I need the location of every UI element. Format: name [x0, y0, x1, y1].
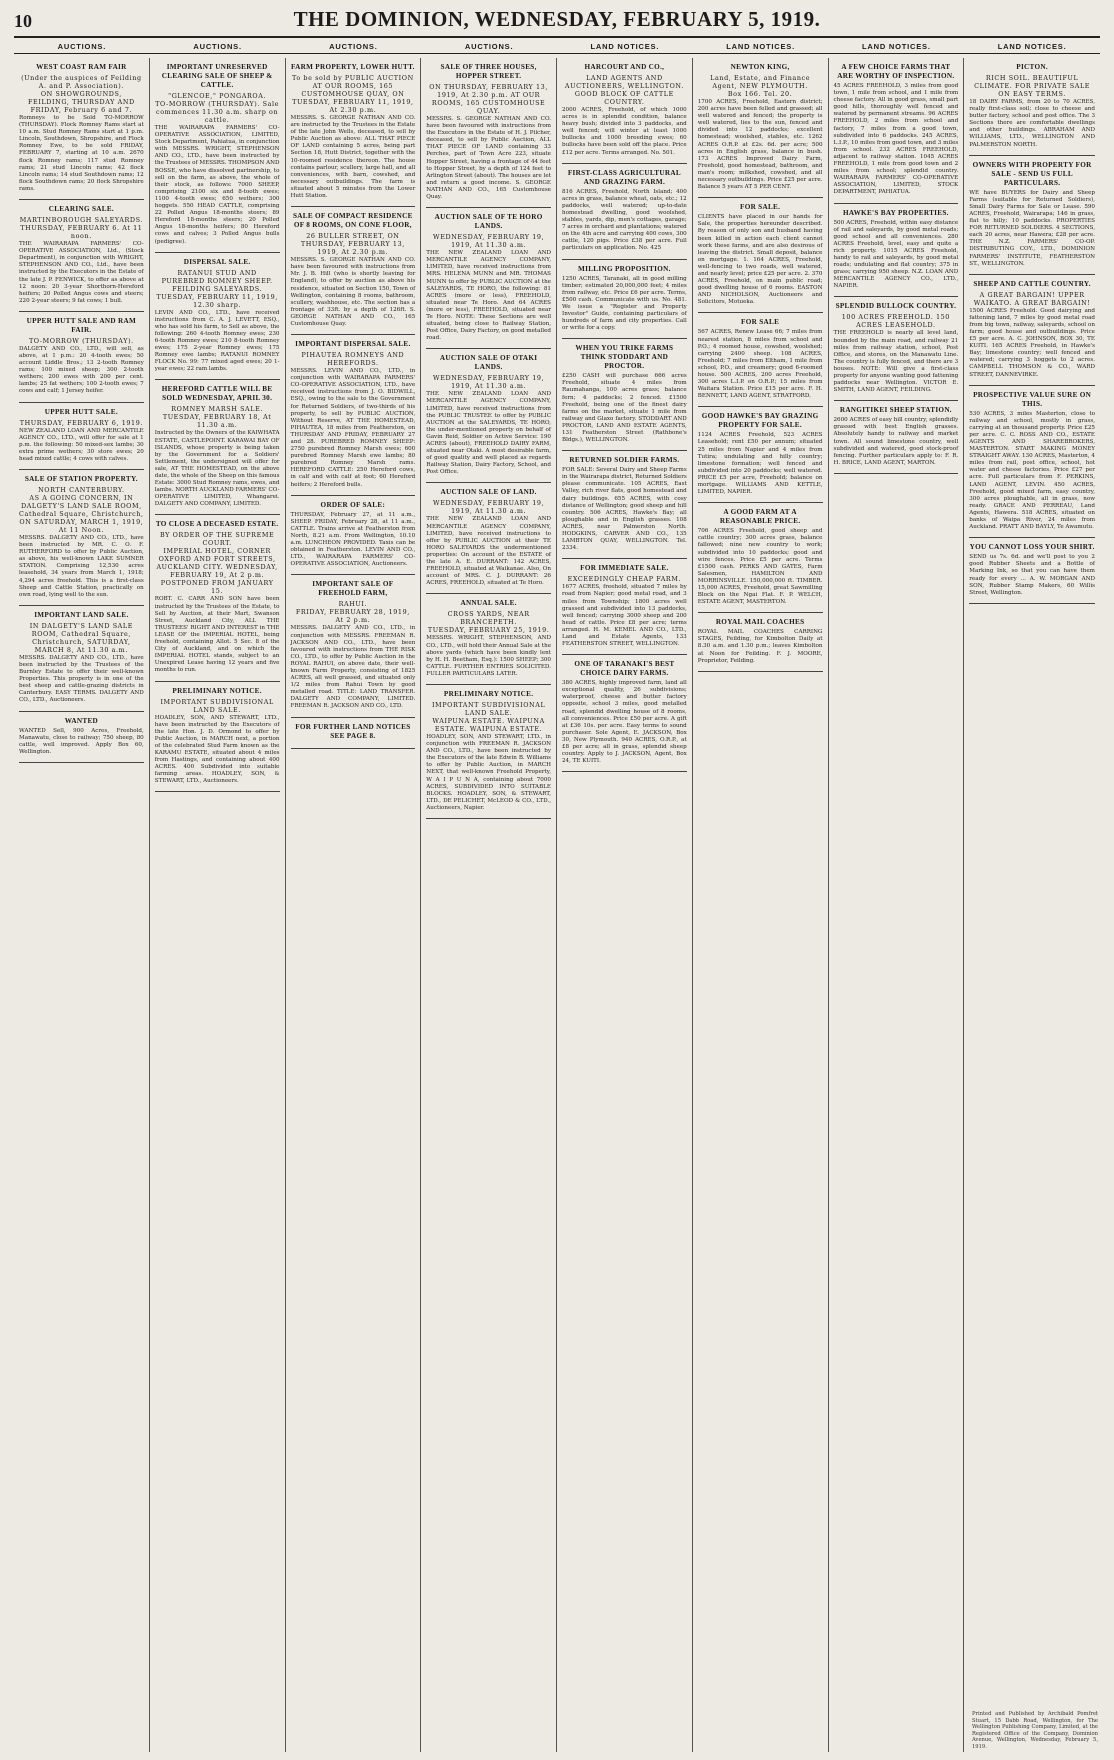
- ad-heading: YOU CANNOT LOSS YOUR SHIRT.: [969, 543, 1095, 552]
- ad-body: £250 CASH will purchase 666 acres Freehold, situate 4 miles from Raumahanga, 100 acres grass; balance fern; 4 paddocks; 2 fenced. £1500 Freehold, being one of the finest dairy farms on the market, situate 1 mile from railway and Glaxo factory. STODDART AND PROCTOR, LAND AND ESTATE AGENTS, 131 Featherston Street (Rathbone's Bldgs.), WELLINGTON.: [562, 373, 687, 444]
- ad-subheading: WEDNESDAY, FEBRUARY 19, 1919, At 11.30 a.m.: [433, 374, 545, 391]
- advertisement: [19, 470, 144, 606]
- ad-subheading: IN DALGETY'S LAND SALE ROOM, Cathedral Square, Christchurch, SATURDAY, MARCH 8, At 11.30 a.m.: [29, 621, 133, 654]
- ad-caption: LAND AGENTS AND AUCTIONEERS, WELLINGTON.: [564, 74, 684, 90]
- advertisement: [562, 451, 687, 559]
- ad-caption: RATANUI STUD AND PUREBRED ROMNEY SHEEP.: [161, 268, 273, 285]
- advertisement: [19, 403, 144, 470]
- ad-body: NEW ZEALAND LOAN AND MERCANTILE AGENCY CO., LTD., will offer for sale at 1 p.m. the following: 50 mixed-sex lambs; 30 extra prime wethers; 30 store ewes; 20 head mixed cattle; 4 cows with calves.: [19, 427, 144, 462]
- column-2: [150, 58, 286, 1752]
- ad-subheading: FEILDING SALEYARDS. TUESDAY, FEBRUARY 11, 1919, 12.30 sharp.: [156, 284, 278, 309]
- ad-heading: IMPORTANT DISPERSAL SALE.: [295, 340, 411, 349]
- ad-body: ROYAL MAIL COACHES CARRING STAGES, Feilding, for Kimbolton Daily at 8.30 a.m. and 1.30 p.m.; leaves Kimbolton at Noon for Feilding. F. J. MOORE, Proprietor, Feilding.: [697, 629, 823, 664]
- ad-caption: ROMNEY MARSH SALE.: [171, 405, 264, 414]
- advertisement: [19, 200, 144, 312]
- advertisement: [969, 386, 1095, 539]
- ad-heading: IMPORTANT LAND SALE.: [34, 610, 129, 619]
- ad-body: HOADLEY, SON, AND STEWART, LTD., have been instructed by the Executors of the late Hon. J. D. Ormond to offer by Public Auction, in MARCH next, a portion of the celebrated Stud Farm known as the KARAMU ESTATE, situated about 4 miles from Hastings, and containing about 400 ACRES. 400 Subdivided into suitable farming areas. HOADLEY, SON, & STEWART, LTD., Auctioneers.: [154, 714, 280, 785]
- ad-subheading: ON THURSDAY, FEBRUARY 13, 1919, At 2.30 p.m. AT OUR ROOMS, 165 CUSTOMHOUSE QUAY.: [429, 83, 548, 115]
- ad-heading: AUCTION SALE OF LAND.: [440, 488, 537, 497]
- column-7: [829, 58, 965, 1752]
- newspaper-title: THE DOMINION, WEDNESDAY, FEBRUARY 5, 1919.: [293, 7, 821, 31]
- advertisement: [698, 313, 823, 407]
- ad-body: 18 DAIRY FARMS, from 20 to 70 ACRES, really first-class soil; close to cheese and butter factory, school and post office. The 3 Sections there are comfortable dwellings and other buildings. ABRAHAM AND WILLIAMS, LTD., WELLINGTON AND PALMERSTON NORTH.: [969, 99, 1095, 148]
- column-3: [286, 58, 422, 1752]
- ad-body: 706 ACRES Freehold, good sheep and cattle country; 300 acres grass, balance fallowed; nine new country to work; subdivided into 10 paddocks; good and wire fences. Price £5 per acre. Terms £1500 cash. PERKS AND GATES, Farm Salesmen, HAMILTON AND MORRINSVILLE. 150,000,000 ft. TIMBER. 15,000 ACRES, Freehold, great Sawmilling Block on the Ngai Flat. F. P. WELCH, ESTATE AGENT, MASTERTON.: [697, 528, 823, 606]
- ad-caption: 26 BULLER STREET, ON THURSDAY, FEBRUARY 13, 1919, At 2.30 p.m.: [300, 232, 405, 257]
- ad-heading: FOR FURTHER LAND NOTICES SEE PAGE 8.: [295, 722, 411, 740]
- column-heading: LAND NOTICES.: [726, 42, 795, 51]
- ad-caption: NORTH CANTERBURY.: [38, 486, 125, 494]
- advertisement: [426, 349, 551, 483]
- ad-body: 1677 ACRES, freehold, situated 7 miles by road from Napier; good metal road, and 3 miles from Township; 1800 acres well grassed and subdivided into 13 paddocks, well fenced; carrying 3000 sheep and 200 head of cattle. Price £8 per acre; terms arranged. H. M. KEMEL AND CO., LTD., Land and Estate Agents, 133 FEATHERSTON STREET, WELLINGTON.: [562, 584, 687, 648]
- publisher-imprint: Printed and Published by Archibald Pomfret Stuart, 15 Dabb Road, Wellington, for The Wellington Publishing Company, Limited, at the Registered Office of the Company, Dominion Avenue, Wellington, Wednesday, February 5, 1919.: [972, 1711, 1098, 1750]
- ad-body: MESSRS. S. GEORGE NATHAN AND CO. have been favoured with instructions from Mr. J. B. Hill (who is shortly leaving for England), to offer by auction as above his residence, situated on Section 150, Town of Wellington, containing 8 rooms, bathroom, scullery, washhouse, etc. The section has a frontage of 33ft. by a depth of 126ft. S. GEORGE NATHAN AND CO., 165 Customhouse Quay.: [290, 257, 416, 327]
- ad-heading: TO CLOSE A DECEASED ESTATE.: [155, 520, 279, 529]
- ad-body: 500 ACRES, Freehold, within easy distance of rail and saleyards, by good metal roads; good school and all conveniences. 280 ACRES Freehold, level, easy and quite a rich property. 1015 ACRES Freehold, handy to rail and saleyards, by good metal roads; undulating and flat country; 375 in grass; carrying 950 sheep. N.Z. LOAN AND MERCANTILE AGENCY CO., LTD., NAPIER.: [833, 219, 959, 290]
- ad-heading: IMPORTANT SALE OF FREEHOLD FARM,: [312, 580, 394, 598]
- ad-body: THE NEW ZEALAND LOAN AND MERCANTILE AGENCY COMPANY, LIMITED, have received instructions from MRS. HELENA MUNN and MR. THOMAS MUNN to offer by PUBLIC AUCTION at the SALEYARDS, TE HORO, the following: 81 ACRES (more or less), FREEHOLD, situated near Te Horo. And 64 ACRES (more or less), FREEHOLD, situated near Te Horo. NOTE: These Sections are well situated, being close to Railway Station, Post Office, Dairy Factory, on good metalled road.: [426, 250, 551, 342]
- ad-caption: A GREAT BARGAIN! UPPER WAIKATO. A GREAT BARGAIN!: [973, 290, 1091, 307]
- ad-subheading: To be sold by PUBLIC AUCTION AT OUR ROOMS, 165 CUSTOMHOUSE QUAY, ON TUESDAY, FEBRUARY 11, 1919, At 2.30 p.m.: [291, 74, 414, 114]
- advertisement: [698, 58, 823, 198]
- ad-heading: ORDER OF SALE:: [320, 500, 386, 509]
- ad-heading: SHEEP AND CATTLE COUNTRY.: [973, 279, 1091, 288]
- ad-body: LEVIN AND CO., LTD., have received instructions from C. A. J. LEVETT, ESQ., who has sold his farm, to Sell as above, the following: 260 4-tooth Romney ewes; 230 6-tooth Romney ewes; 210 8-tooth Romney ewes; 175 2-year Romney ewes; 175 Romney ewe lambs; RATANUI ROMNEY FLOCK No. 99: 77 mixed aged ewes; 20 1-year ewes; 22 ram lambs.: [154, 309, 280, 373]
- column-8: [964, 58, 1100, 1752]
- column-heading: AUCTIONS.: [193, 42, 242, 51]
- ad-heading: ANNUAL SALE.: [460, 599, 517, 608]
- advertisement: [426, 208, 551, 349]
- advertisement: [19, 312, 144, 403]
- ad-body: MESSRS. DALGETY AND CO., LTD., have been instructed by the Trustees of the Burnley Estate to offer their well-known Properties. This property is in one of the best sheep and cattle-grazing districts in Canterbury. EASY TERMS. DALGETY AND CO., LTD., Auctioneers.: [19, 654, 144, 704]
- ad-heading: ROYAL MAIL COACHES: [715, 618, 805, 627]
- ad-caption: "GLENCOE," PONGAROA.: [168, 92, 267, 100]
- advertisement: [698, 503, 823, 613]
- page-number: 10: [14, 11, 32, 31]
- ad-subheading: THURSDAY, FEBRUARY 6. At 11 noon.: [20, 224, 143, 241]
- ad-heading: DISPERSAL SALE.: [183, 257, 251, 266]
- ad-body: 1124 ACRES Freehold, 523 ACRES Leasehold; rent £50 per annum; situated 25 miles from Napier and 4 miles from Tutira; undulating and hilly country; limestone formation; well fenced and subdivided into 20 paddocks; well watered. PRICE £5 per acre, Freehold; balance on mortgage. WILLIAMS AND KETTLE, LIMITED, NAPIER.: [697, 432, 823, 496]
- ad-heading: FOR SALE: [741, 318, 780, 327]
- advertisement: [834, 297, 959, 401]
- advertisement: [155, 253, 280, 381]
- ad-heading: RETURNED SOLDIER FARMS.: [569, 456, 680, 465]
- advertisement: [19, 606, 144, 712]
- ad-subheading: WEDNESDAY, FEBRUARY 19, 1919, At 11.30 a.m.: [433, 499, 545, 516]
- ad-body: WE have BUYERS for Dairy and Sheep Farms (suitable for Returned Soldiers), Small Dairy Farms for Sale or Lease. 590 ACRES, Freehold, Wairarapa; 146 in grass, flat to hilly; 10 paddocks. PROPERTIES FOR RETURNED SOLDIERS. 4 SECTIONS, each 20 acres, near Hawera; £28 per acre. THE N.Z. FARMERS' CO-OP. DISTRIBUTING COY., LTD., DOMINION FARMERS' INSTITUTE, FEATHERSTON ST., WELLINGTON.: [969, 189, 1095, 267]
- ad-caption: RICH SOIL. BEAUTIFUL CLIMATE. FOR PRIVATE SALE ON EASY TERMS.: [974, 74, 1091, 98]
- ad-heading: SALE OF THREE HOUSES, HOPPER STREET.: [440, 63, 537, 80]
- advertisement: [426, 483, 551, 594]
- ad-body: CLIENTS have placed in our hands for Sale, the properties hereunder described. By reason of only son and husband having been killed in action each client cannot work these farms, and are also desirous of leaving the district. Small deposit, balance on mortgage. 1. 164 ACRES, Freehold, well-fencing to two roads, well watered, and nearly level; price £25 per acre. 2. 370 ACRES, Freehold, on main public road; good dwelling house of 6 rooms. EASTON AND NICHOLSON, Auctioneers and Solicitors, Motueka.: [697, 214, 823, 306]
- column-heading: LAND NOTICES.: [862, 42, 931, 51]
- ad-body: 45 ACRES FREEHOLD, 3 miles from good town, 1 mile from school, and 1 mile from cheese factory. All in good grass, small part good hills, thoroughly well fenced and watered by permanent streams. 96 ACRES FREEHOLD, 2 miles from school and factory, 7 miles from a good town, subdivided into 6 paddocks. 245 ACRES, L.I.P., 10 miles from good town, and 3 miles from school. 232 ACRES FREEHOLD, adjacent to railway station. 1045 ACRES FREEHOLD, 1 mile from good town and 2 miles from school; splendid country. WAIRARAPA FARMERS' CO-OPERATIVE ASSOCIATION, LIMITED, STOCK DEPARTMENT, PAHIATUA.: [833, 83, 959, 196]
- ad-heading: CLEARING SALE.: [48, 205, 115, 214]
- ad-heading: PROSPECTIVE VALUE SURE ON THIS.: [973, 390, 1092, 408]
- advertisement: [291, 718, 416, 749]
- ad-caption: IMPORTANT SUBDIVISIONAL LAND SALE.: [160, 697, 274, 714]
- ad-subheading: THURSDAY, FEBRUARY 6, 1919.: [19, 418, 143, 427]
- ad-heading: OWNERS WITH PROPERTY FOR SALE - SEND US FULL PARTICULARS.: [972, 160, 1092, 187]
- advertisement: [426, 58, 551, 208]
- advertisement: [426, 594, 551, 685]
- ad-body: SEND us 7s. 6d. and we'll post to you 2 good Rubber Sheets and a Bottle of Marking Ink, so that you can have them ready for every ... A. W. MORGAN AND SON, Rubber Stamp Makers, 60 Willis Street, Wellington.: [969, 554, 1095, 596]
- ad-body: 2000 ACRES, Freehold, of which 1000 acres is in splendid condition, balance heavy bush; divided into 3 paddocks, and well fenced; will winter at least 1000 bullocks and 1000 breeding ewes; 60 bullocks have been sold off the place. Price £12 per acre. Terms arranged. No. 501.: [562, 107, 687, 156]
- advertisement: [19, 58, 144, 200]
- advertisement: [155, 58, 280, 253]
- ad-heading: FARM PROPERTY, LOWER HUTT.: [290, 63, 415, 71]
- ad-heading: HARCOURT AND CO.,: [584, 63, 665, 71]
- advertisement: [562, 260, 687, 340]
- ad-heading: PRELIMINARY NOTICE.: [443, 689, 534, 698]
- ad-body: DALGETY AND CO., LTD., will sell, as above, at 1 p.m.: 20 4-tooth ewes; 50 account Liddle Bros.; 13 2-tooth Romney rams; 100 mixed sheep; 300 2-tooth wethers; 200 ewes with 200 per cent. lambs; 25 fat wethers; 100 2-tooth ewes; 7 cows and calf; 1 Jersey heifer.: [19, 345, 144, 395]
- ad-body: THE WAIRARAPA FARMERS' CO-OPERATIVE ASSOCIATION, LIMITED, Stock Department, Pahiatua, in conjunction with MESSRS. WRIGHT, STEPHENSON AND CO., LTD., have been instructed by the Trustees of MESSRS. THOMPSON AND BOSSE, who have dissolved partnership, to sell on the farm, as above, the whole of their stock, as follows: 7000 SHEEP, comprising 2100 six and 8-tooth ewes; 1100 4-tooth ewes; 650 wethers; 300 hoggets. 550 HEAD CATTLE, comprising 22 Polled Angus 18-months steers; 89 Hereford 18-months steers; 20 Polled Angus 18-months heifers; 80 Hereford cows and calves; 3 Polled Angus bulls (pedigree).: [154, 125, 280, 245]
- ad-heading: UPPER HUTT SALE.: [44, 407, 118, 416]
- advertisement: [291, 58, 416, 207]
- advertisement: [698, 613, 823, 671]
- advertisement: [562, 655, 687, 772]
- ad-caption: (Under the auspices of Feilding A. and P. Association).: [21, 74, 142, 90]
- advertisement: [562, 164, 687, 260]
- ad-subheading: WEDNESDAY, FEBRUARY 19, 1919, At 11.30 a.m.: [433, 233, 545, 250]
- ad-heading: A FEW CHOICE FARMS THAT ARE WORTHY OF INSPECTION.: [837, 63, 955, 80]
- ad-heading: WHEN YOU TRIKE FARMS THINK STODDART AND PROCTOR.: [575, 344, 674, 371]
- ad-subheading: TUESDAY, FEBRUARY 25, 1919.: [427, 626, 550, 635]
- ad-body: 567 ACRES, Renew Lease 66; 7 miles from nearest station, 8 miles from school and P.O.; 4 roomed house, cowshed, woolshed; carrying 2400 sheep. 108 ACRES, Freehold; 7 miles from Eltham, 1 mile from school, P.O., and creamery; good 6-roomed house. 500 ACRES, 200 acres Freehold, 300 acres L.I.P. on O.R.P.; 15 miles from Waitara Station. Price £15 per acre. F. H. BENNETT, LAND AGENT, STRATFORD.: [697, 329, 823, 400]
- ad-body: Romneys to be Sold TO-MORROW (THURSDAY). Flock Romney Rams start at 10 a.m. Stud Romney Rams start at 1 p.m. Lincoln, Southdown, Shropshire, and Flock Romney Ewe, to be sold FRIDAY, FEBRUARY 7, starting at 10 a.m. 2670 flock Romney rams; 117 stud Romney rams; 21 stud Lincoln rams; 42 flock Lincoln rams; 14 stud Southdown rams; 12 flock Southdown rams; 20 flock Shropshire rams.: [19, 115, 144, 192]
- ad-body: MESSRS. WRIGHT, STEPHENSON, AND CO., LTD., will hold their Annual Sale at the above yards (which have been kindly lent by H. H. Beetham, Esq.): 1500 SHEEP; 300 CATTLE. FURTHER ENTRIES SOLICITED. FULLER PARTICULARS LATER.: [426, 635, 551, 677]
- ad-body: Instructed by the Owners of the KAIWHATA ESTATE, CASTLEPOINT. KARAWAI BAY OF ISLANDS, whose property is being taken by the Government for a Soldiers' Settlement, the undersigned will offer for sale, AT THE HOMESTEAD, on the above date, the whole of the Sheep on this famous Estate: 3000 Stud Romney rams, ewes, and lambs. NORTH AUCKLAND FARMERS' CO-OPERATIVE LIMITED, Whangarei. DALGETY AND COMPANY, LIMITED.: [154, 430, 280, 508]
- ad-body: MESSRS. DALGETY AND CO., LTD., have been instructed by MR. C. O. F. RUTHERFORD to offer by Public Auction, as above, his well-known LAKE SUMNER STATION. Comprising 12,530 acres leasehold, 34 years from March 1, 1918; 4,294 acres freehold. This is a first-class Sheep and Cattle Station, practically on own road, lying well to the sun.: [19, 535, 144, 598]
- ad-subheading: WAIPUNA ESTATE. WAIPUNA ESTATE. WAIPUNA ESTATE.: [432, 716, 545, 733]
- ad-heading: SALE OF COMPACT RESIDENCE OF 8 ROOMS, ON CONE FLOOR,: [292, 212, 413, 230]
- column-headings: [14, 40, 1100, 54]
- ad-body: MESSRS. LEVIN AND CO., LTD., in conjunction with WAIRARAPA FARMERS' CO-OPERATIVE ASSOCIATION, LTD., have received instructions from J. O. BIDWILL, ESQ., owing to the sale to the Government for Returned Soldiers, of two-thirds of his property, to sell by PUBLIC AUCTION, Without Reserve, AT THE HOMESTEAD, PIHAUTEA, 18 miles from Featherston, on THURSDAY AND FRIDAY, FEBRUARY 27 and 28. PUREBRED ROMNEY SHEEP: 2750 purebred Romney Marsh ewes; 600 purebred Romney Marsh ewe lambs; 80 purebred Romney Marsh rams. HEREFORD CATTLE: 250 Hereford cows, in calf and with calf at foot; 60 Hereford heifers; 2 Hereford bulls.: [290, 368, 416, 488]
- ad-heading: RANGITIKEI SHEEP STATION.: [839, 406, 952, 415]
- column-heading: AUCTIONS.: [464, 42, 514, 51]
- advertisement: [155, 682, 280, 793]
- advertisement: [562, 58, 687, 164]
- advertisement: [291, 335, 416, 496]
- advertisement: [291, 575, 416, 717]
- ad-caption: TO-MORROW (THURSDAY).: [28, 336, 134, 345]
- ad-body: 2600 ACRES of easy hill country, splendidly grassed with best English grasses. Absolutely handy to railway and market town. All sound limestone country, well subdivided and watered, good stock-proof fencing. Further particulars apply to: F. R. H. BRICE, LAND AGENT, MARTON.: [833, 417, 959, 466]
- advertisement: [834, 401, 959, 474]
- advertisement: [155, 515, 280, 681]
- ad-body: THE WAIRARAPA FARMERS' CO-OPERATIVE ASSOCIATION, Ltd., (Stock Department), in conjunction with WRIGHT, STEPHENSON AND CO., Ltd., have been instructed by the Executors in the Estate of the late J. P. FENWICK, to offer as above at 12 noon: 20 3-year Shorthorn-Hereford heifers; 20 Polled Angus cows and steers; 220 2-year steers; 9 fat cows; 1 bull.: [19, 241, 144, 304]
- ad-body: 380 ACRES, highly improved farm, land all exceptional quality, 26 subdivisions; waterproof, cheese and butter factory opposite, school 3 miles, good metalled road, splendid dwelling house of 8 rooms, all conveniences. Price £50 per acre. A gift at £36 10s. per acre. Easy terms to sound purchaser. Sole Agent, E. JACKSON, Box 30, New Plymouth. 940 ACRES, O.R.P., at £8 per acre; all in grass, splendid sheep country. Apply to J. JACKSON, Agent, Box 24, TE KUITI.: [562, 680, 687, 765]
- ad-body: 1700 ACRES, Freehold, Eastern district; 200 acres have been felled and grassed; all well watered and fenced; the property is well watered, lies to the sun, fenced and divided into 12 paddocks; excellent homestead; woolshed, stables, etc. 1262 ACRES O.R.P. at £2s. 6d. per acre; 500 acres in English grass, balance in bush. 173 ACRES Improved Dairy Farm, Freehold, good homestead, bathroom, and man's room; milkshed, cowshed, and all necessary outbuildings. Price £25 per acre. Balance 5 years AT 5 PER CENT.: [697, 99, 823, 191]
- column-4: [421, 58, 557, 1752]
- advertisement: [698, 407, 823, 503]
- ad-heading: SPLENDID BULLOCK COUNTRY.: [835, 302, 957, 311]
- advertisement: [426, 685, 551, 819]
- advertisement: [155, 380, 280, 515]
- ad-subheading: TO-MORROW (THURSDAY). Sale commences 11.30 a.m. sharp on cattle.: [155, 100, 280, 124]
- advertisement: [834, 204, 959, 298]
- ad-body: 1500 ACRES Freehold. Good dairying and fattening land, 7 miles by good metal road from big town, railway, saleyards, school on farm; good house and outbuildings. Price £5 per acre. A. C. JOHNSON, BOX 30, TE KUITI. 165 ACRES Freehold, in Hawke's Bay; limestone country; well fenced and watered; carrying 3 hoggets to 2 acres. CAMPBELL THOMSON & CO., WARD STREET, DANNEVIRKE.: [969, 307, 1095, 378]
- ad-body: 530 ACRES, 3 miles Masterton, close to railway and school, mostly in grass, carrying at an thousand property. Price £25 per acre. C. C. ROSS AND CO., ESTATE AGENTS AND SHAREBROKERS, MASTERTON. START MAKING MONEY STRAIGHT AWAY. 130 ACRES, Masterton, 4 miles from rail, post office, school, hot water and chesse factories. Price £27 per acre. Full particulars from F. PERKINS, LAND AGENT, LEVIN. 450 ACRES, Freehold, good mixed farm, easy country, 300 acres ploughable, all in grass, now ready. GRACE AND PERREAU, Land Agents, Hawera. 518 ACRES, situated on banks of Waipa River, 24 miles from Auckland. PRATT AND BAYLY, Te Awamutu.: [969, 410, 1095, 531]
- ad-heading: WEST COAST RAM FAIR: [36, 63, 127, 71]
- ad-heading: ONE OF TARANAKI'S BEST CHOICE DAIRY FARMS.: [574, 660, 675, 678]
- advertisement: [19, 712, 144, 763]
- ad-heading: HEREFORD CATTLE WILL BE SOLD WEDNESDAY, APRIL 30.: [161, 385, 273, 403]
- ad-body: FOR SALE: Several Dairy and Sheep Farms in the Wairarapa district, Returned Soldiers please communicate. 105 ACRES, East Valley, rich river flats, good homestead and dairy buildings. 655 ACRES, with cosy distance of Wellington; good sheep and hill country. 506 ACRES, Hawke's Bay; all ploughable and in English grasses. 108 ACRES, near Palmerston North. HODGKINS, CARVER AND CO., 135 LAMBTON QUAY, WELLINGTON. Tel. 2334.: [562, 467, 687, 552]
- masthead: [14, 4, 1100, 38]
- ad-heading: UPPER HUTT SALE AND RAM FAIR.: [26, 316, 137, 334]
- column-6: [693, 58, 829, 1752]
- ad-subheading: TUESDAY, FEBRUARY 18, At 11.30 a.m.: [162, 413, 272, 430]
- ad-heading: NEWTON KING,: [730, 63, 790, 71]
- ad-subheading: IMPERIAL HOTEL, CORNER OXFORD AND FORT STREETS, AUCKLAND CITY. WEDNESDAY, FEBRUARY 19, At 2 p.m. POSTPONED FROM JANUARY 15.: [156, 547, 278, 596]
- ad-heading: SALE OF STATION PROPERTY.: [24, 475, 138, 483]
- column-1: [14, 58, 150, 1752]
- advertisement: [969, 275, 1095, 386]
- ad-caption: IMPORTANT SUBDIVISIONAL LAND SALE.: [431, 700, 546, 717]
- ad-body: 816 ACRES, Freehold, North Island; 400 acres in grass, balance wheat, oats, etc.; 12 paddocks, well watered; up-to-date homestead dwelling, good woolshed, stables, yards, dip, men's cottages, garage; 7 acres in orchard and plantations; watered on the 4th acre and carrying 400 cows, 300 cattle, 120 pigs. Price £38 per acre. Full particulars on application. No. 425: [562, 188, 687, 252]
- ad-heading: FIRST-CLASS AGRICULTURAL AND GRAZING FARM.: [567, 168, 681, 186]
- advertisement: [698, 198, 823, 313]
- ad-heading: AUCTION SALE OF OTAKI LANDS.: [439, 354, 538, 372]
- advertisement: [969, 538, 1095, 604]
- ad-body: THE NEW ZEALAND LOAN AND MERCANTILE AGENCY COMPANY, LIMITED, have received instructions to offer by PUBLIC AUCTION at their TE HORO SALEYARDS the undermentioned properties: On account of the ESTATE of the late A. E. DURRANT: 142 ACRES, FREEHOLD, situated at Waikanae. Also, On account of MRS. C. J. DURRANT: 26 ACRES, FREEHOLD, situated at Te Horo.: [426, 516, 551, 587]
- advertisement: [969, 156, 1095, 275]
- ad-body: 1250 ACRES, Taranaki, all in good milling timber; estimated 20,000,000 feet; 4 miles from railway, etc. Price £6 per acre. Terms, £500 cash. Communicate with us. No. 481. We issue a "Register and Property Investor" Guide, containing particulars of hundreds of farm and city properties. Call or write for a copy.: [562, 275, 687, 332]
- ad-heading: WANTED: [64, 716, 99, 725]
- ad-body: HOADLEY, SON, AND STEWART, LTD., in conjunction with FREEMAN R. JACKSON AND CO., LTD., have been instructed by the Executors of the late Edwin B. Williams to offer by Public Auction, in MARCH NEXT, that well-known Freehold Property, W A I P U N A, containing about 7000 ACRES, SUBDIVIDED INTO SUITABLE BLOCKS. HOADLEY, SON, & STEWART, LTD., DE PELICHET, McLEOD & CO., LTD., Auctioneers, Napier.: [426, 733, 551, 811]
- ad-heading: MILLING PROPOSITION.: [578, 264, 671, 273]
- advertisement: [291, 207, 416, 335]
- ad-caption: Land, Estate, and Finance Agent, NEW PLYMOUTH.: [710, 74, 811, 90]
- ad-subheading: Box 166. Tel. 20.: [727, 90, 793, 98]
- ad-heading: GOOD HAWKE'S BAY GRAZING PROPERTY FOR SALE.: [701, 412, 819, 430]
- ad-caption: EXCEEDINGLY CHEAP FARM.: [567, 575, 682, 584]
- ad-body: MESSRS. DALGETY AND CO., LTD., in conjunction with MESSRS. FREEMAN R. JACKSON AND CO., LTD., have been favoured with instructions from THE RISK CO., LTD., to offer by Public Auction in the ROYAL RAHUI, on above date, their well-known Farm Property, consisting of 1825 ACRES, all well grassed, and situated only 1/2 miles from Rahui Town by good metalled road. TITLE: LAND TRANSFER. DALGETY AND COMPANY, LIMITED. FREEMAN R. JACKSON AND CO., LTD.: [290, 625, 416, 710]
- advertisement: [562, 559, 687, 655]
- columns-area: [14, 58, 1100, 1752]
- ad-caption: 100 ACRES FREEHOLD. 150 ACRES LEASEHOLD.: [841, 313, 950, 330]
- ad-heading: PRELIMINARY NOTICE.: [172, 686, 262, 695]
- column-5: [557, 58, 693, 1752]
- advertisement: [834, 58, 959, 204]
- column-heading: LAND NOTICES.: [997, 42, 1067, 51]
- ad-body: ROBT. C. CARR AND SON have been instructed by the Trustees of the Estate, to Sell by Auction, at their Mart, Swanson Street, Auckland City, ALL THE TRUSTEES' RIGHT AND INTEREST in THE LEASE OF the IMPERIAL HOTEL, being freehold, containing Allot. 5 Sec. 8 of the City of Auckland, and on which the IMPERIAL HOTEL stands, subject to an Unexpired Lease having 12 years and five months to run.: [154, 596, 280, 674]
- advertisement: [291, 496, 416, 576]
- column-heading: AUCTIONS.: [329, 42, 378, 51]
- ad-subheading: AS A GOING CONCERN, IN DALGETY'S LAND SALE ROOM, Cathedral Square, Christchurch, ON SATURDAY, MARCH 1, 1919, At 11 Noon.: [19, 494, 144, 534]
- ad-heading: IMPORTANT UNRESERVED CLEARING SALE OF SHEEP & CATTLE.: [161, 63, 273, 89]
- ad-caption: PIHAUTEA ROMNEYS AND HEREFORDS.: [301, 351, 405, 368]
- column-heading: AUCTIONS.: [57, 42, 107, 51]
- ad-heading: A GOOD FARM AT A REASONABLE PRICE.: [719, 508, 801, 526]
- ad-heading: PICTON.: [1016, 63, 1048, 71]
- advertisement: [969, 58, 1095, 156]
- ad-heading: FOR IMMEDIATE SALE.: [580, 564, 669, 573]
- ad-body: MESSRS. S. GEORGE NATHAN AND CO. are instructed by the Trustees in the Estate of the late John Wells, deceased, to sell by Public Auction as above: ALL THAT PIECE OF LAND containing 5 acres, being part Section 18, Hutt District, together with the 10-roomed residence thereon. The house contains parlour, scullery, large hall, and all conveniences, with barn, cowshed, and necessary outbuildings. The farm is situated about 5 minutes from the Lower Hutt Station.: [290, 115, 416, 200]
- column-heading: LAND NOTICES.: [590, 42, 660, 51]
- ad-body: THE FREEHOLD is nearly all level land, bounded by the main road, and railway 21 miles from railway station, school, Post Office, and stores, on the Manawatu Line. The country is fully fenced, and there are 3 houses. NOTE: Will give a first-class property for anyone wanting good fattening paddocks near Wellington. VICTOR E. SMITH, LAND AGENT, FEILDING.: [833, 330, 959, 394]
- ad-caption: BY ORDER OF THE SUPREME COURT.: [159, 531, 275, 548]
- advertisement: [562, 339, 687, 451]
- ad-subheading: ON SHOWGROUNDS, FEILDING, THURSDAY AND FRIDAY, February 6 and 7.: [28, 90, 135, 114]
- ad-body: THURSDAY, February 27, at 11 a.m., SHEEP. FRIDAY, February 28, at 11 a.m., CATTLE. Trains arrive at Featherston from North, 8.21 a.m. From Wellington, 10.10 a.m. LUNCHEON PROVIDED. Taxis can be obtained in Featherston. LEVIN AND CO., LTD., WAIRARAPA FARMERS' CO-OPERATIVE ASSOCIATION, Auctioneers.: [290, 511, 416, 568]
- ad-body: MESSRS. S. GEORGE NATHAN AND CO. have been favoured with instructions from the Executors in the Estate of H. J. Pilcher, deceased, to sell by Public Auction, ALL THAT PIECE OF LAND containing 33 Perches, part of Town Acre 223, situate Hopper Street, having a frontage of 44 feet to Hopper Street, by a depth of 124 feet to Arlington Street (about). The houses are let and return a good income. S. GEORGE NATHAN AND CO., 165 Customhouse Quay.: [426, 116, 551, 201]
- ad-caption: MARTINBOROUGH SALEYARDS.: [19, 216, 143, 225]
- ad-heading: HAWKE'S BAY PROPERTIES.: [842, 208, 949, 217]
- ad-subheading: GOOD BLOCK OF CATTLE COUNTRY.: [574, 90, 674, 106]
- ad-heading: FOR SALE.: [740, 203, 781, 212]
- ad-caption: RAHUI.: [338, 600, 368, 609]
- ad-body: THE NEW ZEALAND LOAN AND MERCANTILE AGENCY COMPANY, LIMITED, have received instructions from the PUBLIC TRUSTEE to offer by PUBLIC AUCTION at the SALEYARDS, TE HORO, the under-mentioned property on behalf of Gavin Reid, Soldier on Active Service: 190 ACRES (about), FREEHOLD DAIRY FARM, situated near Otaki. A most desirable farm, of good quality and well placed as regards Railway Station, Dairy Factory, School, and Post Office.: [426, 391, 551, 476]
- ad-body: WANTED Sell, 900 Acres, Freehold, Manawatu, close to railway; 750 sheep, 80 cattle, well improved. Apply Box 60, Wellington.: [19, 727, 144, 755]
- ad-subheading: FRIDAY, FEBRUARY 28, 1919, At 2 p.m.: [295, 608, 410, 625]
- ad-caption: CROSS YARDS, NEAR BRANCEPETH.: [447, 610, 530, 627]
- ad-heading: AUCTION SALE OF TE HORO LANDS.: [434, 213, 543, 231]
